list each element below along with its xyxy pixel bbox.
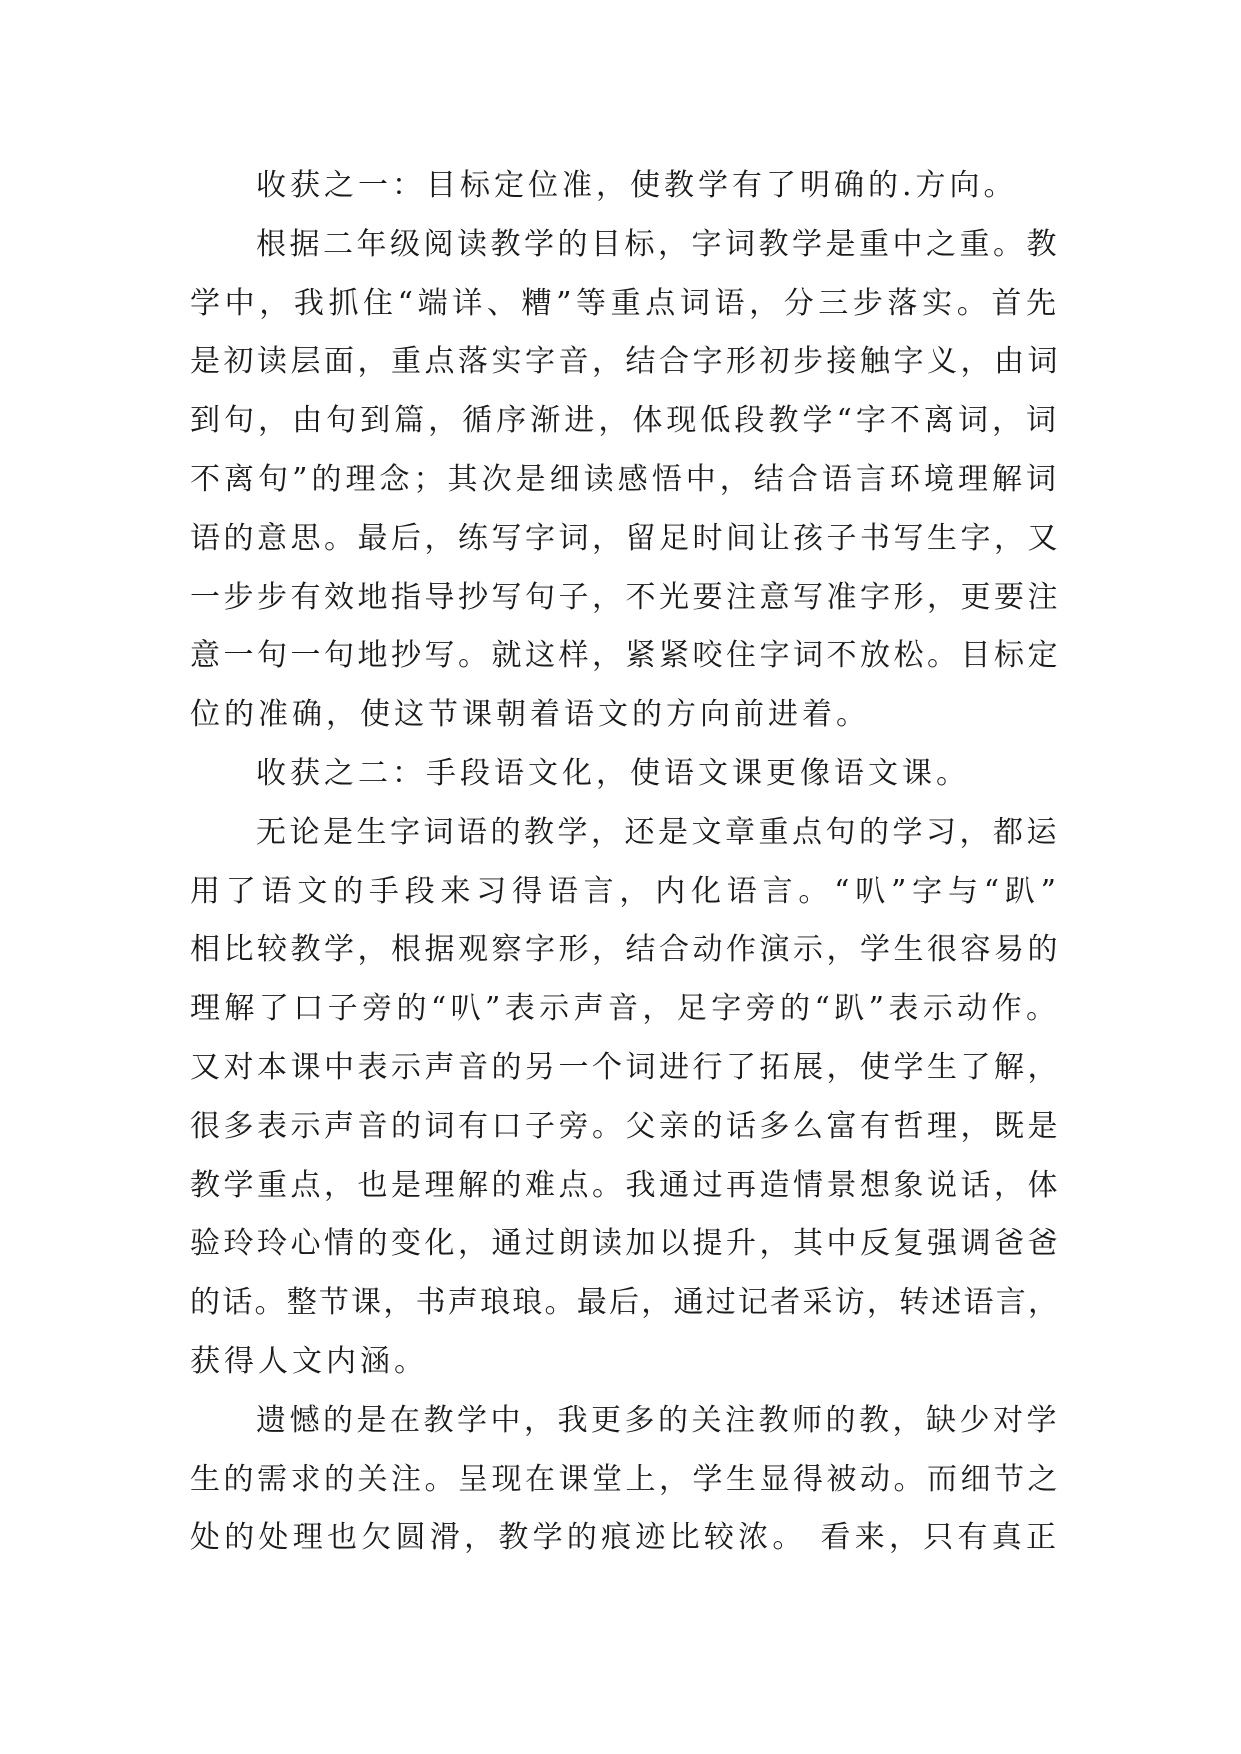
text-line: 获得人文内涵。 — [190, 1343, 428, 1379]
body-text — [190, 157, 1060, 1568]
text-line: 相比较教学，根据观察字形，结合动作演示，学生很容易的 — [190, 932, 1061, 968]
text-line: 到句，由句到篇，循序渐进，体现低段教学“字不离词，词 — [190, 403, 1060, 439]
paragraph-first-line: 收获之一：目标定位准，使教学有了明确的.方向。 — [256, 168, 1018, 203]
paragraph-first-line: 收获之二：手段语文化，使语文课更像语文课。 — [256, 755, 970, 791]
text-line: 是初读层面，重点落实字音，结合字形初步接触字义，由词 — [190, 344, 1061, 380]
paragraph-first-line: 遗憾的是在教学中，我更多的关注教师的教，缺少对学 — [256, 1402, 1060, 1438]
text-line: 用了语文的手段来习得语言，内化语言。“叭”字与“趴” — [190, 873, 1060, 909]
text-line: 生的需求的关注。呈现在课堂上，学生显得被动。而细节之 — [190, 1461, 1061, 1497]
text-line: 又对本课中表示声音的另一个词进行了拓展，使学生了解， — [190, 1049, 1061, 1085]
text-line: 一步步有效地指导抄写句子，不光要注意写准字形，更要注 — [190, 579, 1061, 615]
text-line: 学中，我抓住“端详、糟”等重点词语，分三步落实。首先 — [190, 285, 1060, 321]
paragraph-first-line: 根据二年级阅读教学的目标，字词教学是重中之重。教 — [256, 226, 1060, 262]
text-line: 语的意思。最后，练写字词，留足时间让孩子书写生字，又 — [190, 520, 1061, 556]
text-line: 位的准确，使这节课朝着语文的方向前进着。 — [190, 697, 870, 733]
text-line: 处的处理也欠圆滑，教学的痕迹比较浓。 看来，只有真正 — [190, 1520, 1060, 1556]
paragraph-first-line: 无论是生字词语的教学，还是文章重点句的学习，都运 — [256, 814, 1060, 850]
text-line: 很多表示声音的词有口子旁。父亲的话多么富有哲理，既是 — [190, 1108, 1061, 1144]
text-line: 理解了口子旁的“叭”表示声音，足字旁的“趴”表示动作。 — [190, 991, 1060, 1027]
text-line: 不离句”的理念；其次是细读感悟中，结合语言环境理解词 — [190, 461, 1060, 497]
text-line: 验玲玲心情的变化，通过朗读加以提升，其中反复强调爸爸 — [190, 1226, 1061, 1262]
text-line: 的话。整节课，书声琅琅。最后，通过记者采访，转述语言， — [190, 1285, 1060, 1321]
text-line: 教学重点，也是理解的难点。我通过再造情景想象说话，体 — [190, 1167, 1061, 1203]
text-line: 意一句一句地抄写。就这样，紧紧咬住字词不放松。目标定 — [190, 638, 1061, 674]
